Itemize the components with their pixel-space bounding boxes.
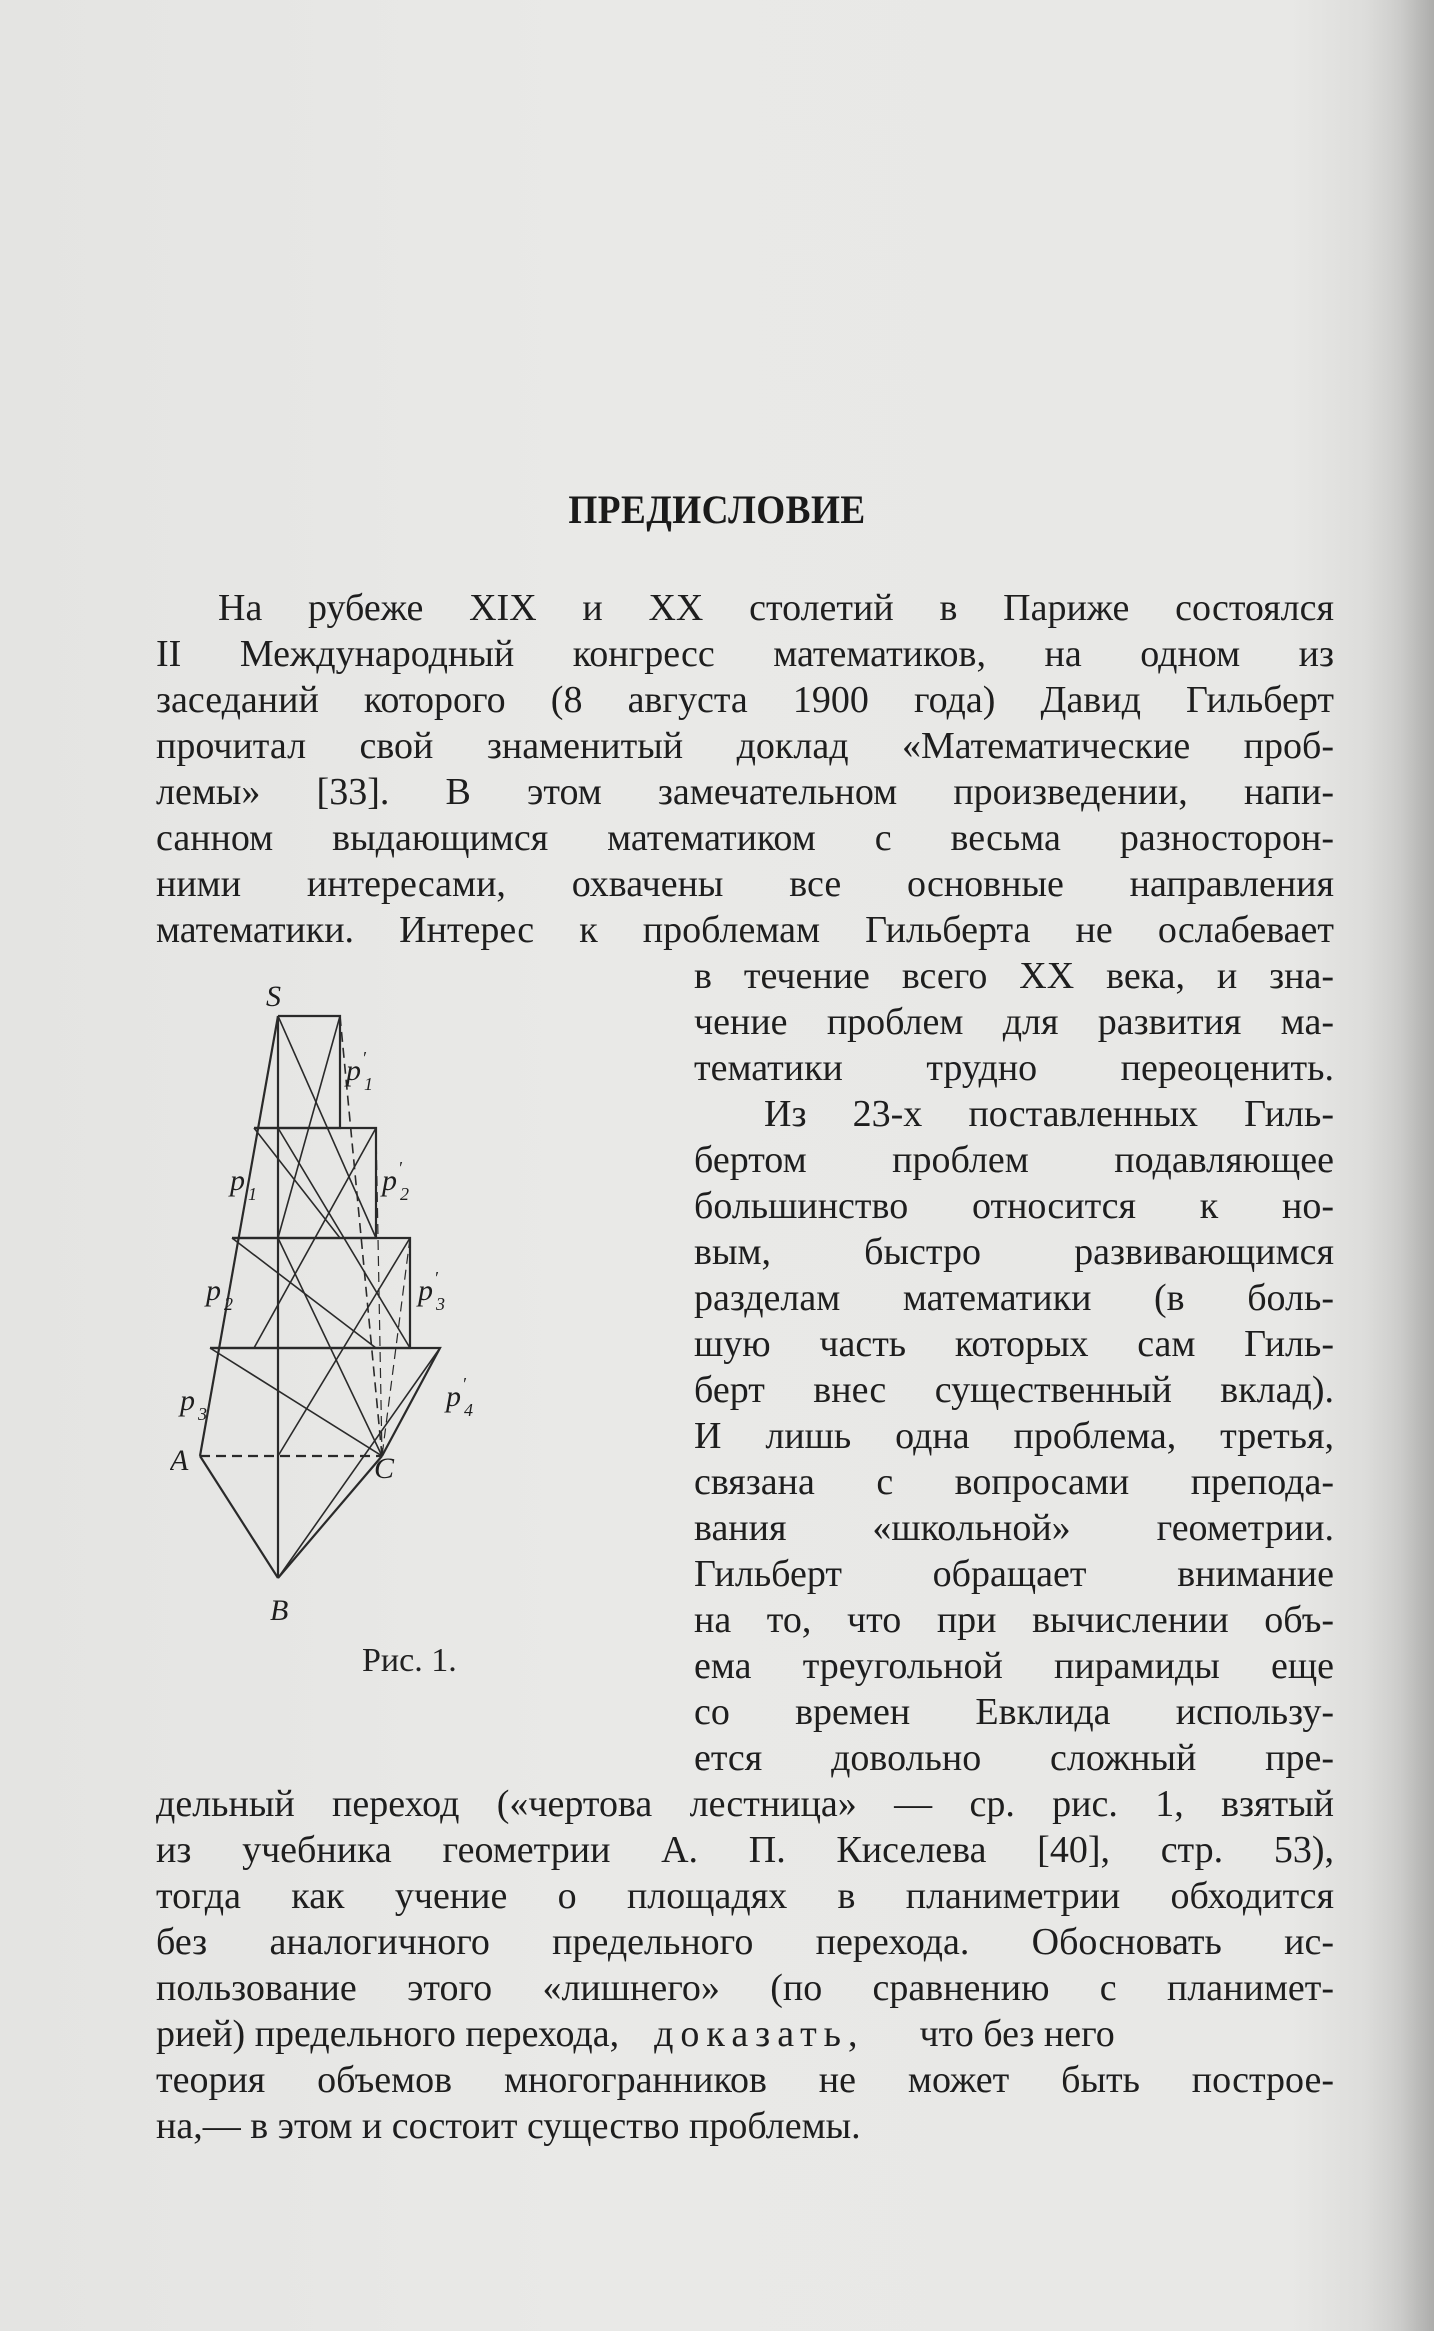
text-line: разделам математики (в боль- [694,1277,1334,1319]
label-p1: p [230,1164,245,1197]
text-line: На рубеже XIX и XX столетий в Париже состоялся [218,587,1334,629]
label-p2-prime: p [382,1164,397,1197]
text-line: чение проблем для развития ма- [694,1001,1334,1043]
text-line [156,2011,1334,2057]
text-line: прочитал свой знаменитый доклад «Математические проб- [156,725,1334,767]
text-line: ется довольно сложный пре- [694,1737,1334,1779]
label-p2-sub: 2 [224,1294,233,1314]
label-p2: p [206,1274,221,1307]
label-p4-prime-sub: 4 [464,1400,473,1420]
label-p1-prime: p [346,1054,361,1087]
text-line: лемы» [33]. В этом замечательном произведении, напи- [156,771,1334,813]
text-line: ними интересами, охвачены все основные направления [156,863,1334,905]
text-line: большинство относится к но- [694,1185,1334,1227]
text-line: вания «школьной» геометрии. [694,1507,1334,1549]
text-fragment: что без него [919,2013,1115,2055]
label-p3-prime-mark: ′ [434,1268,438,1288]
text-line: в течение всего XX века, и зна- [694,955,1334,997]
text-line: связана с вопросами препода- [694,1461,1334,1503]
label-a: A [170,1444,189,1477]
text-line: на то, что при вычислении объ- [694,1599,1334,1641]
edge-ab [200,1456,278,1578]
text-line: заседаний которого (8 августа 1900 года) Давид Гильберт [156,679,1334,721]
text-line: вым, быстро развивающимся [694,1231,1334,1273]
label-p2-prime-sub: 2 [400,1184,409,1204]
text-line: математики. Интерес к проблемам Гильберта не ослабевает [156,909,1334,951]
label-s: S [266,980,281,1013]
edge-bc [278,1456,382,1578]
emphasized-word: доказать, [654,2013,865,2055]
page-edge-shadow [1364,0,1434,2331]
label-c: C [374,1452,395,1485]
text-line: ема треугольной пирамиды еще [694,1645,1334,1687]
text-line: тогда как учение о площадях в планиметрии обходится [156,1875,1334,1917]
text-line: на,— в этом и состоит существо проблемы. [156,2105,861,2147]
pyramid-figure [170,970,650,1650]
text-line: берт внес существенный вклад). [694,1369,1334,1411]
label-p3: p [180,1384,195,1417]
step-p2-prime [254,1128,376,1238]
figure-caption: Рис. 1. [362,1642,457,1679]
page-heading: ПРЕДИСЛОВИЕ [568,487,866,532]
text-line: пользование этого «лишнего» (по сравнению с планимет- [156,1967,1334,2009]
text-line: санном выдающимся математиком с весьма разносторон- [156,817,1334,859]
text-line: бертом проблем подавляющее [694,1139,1334,1181]
text-line: II Международный конгресс математиков, на одном из [156,633,1334,675]
text-line: И лишь одна проблема, третья, [694,1415,1334,1457]
label-b: B [270,1594,289,1627]
edge-sa [200,1016,278,1456]
step-p3-prime [232,1238,410,1348]
label-p1-prime-mark: ′ [362,1048,366,1068]
text-line: со времен Евклида использу- [694,1691,1334,1733]
text-line: дельный переход («чертова лестница» — ср. рис. 1, взятый [156,1783,1334,1825]
label-p4-prime-mark: ′ [462,1374,466,1394]
label-p3-prime-sub: 3 [436,1294,445,1314]
label-p4-prime: p [446,1380,461,1413]
text-line: Гильберт обращает внимание [694,1553,1334,1595]
label-p3-prime: p [418,1274,433,1307]
text-line: из учебника геометрии А. П. Киселева [40], стр. 53), [156,1829,1334,1871]
text-fragment: рией) предельного перехода, [156,2013,620,2055]
text-line: Из 23-х поставленных Гиль- [764,1093,1334,1135]
text-line: без аналогичного предельного перехода. Обосновать ис- [156,1921,1334,1963]
label-p1-prime-sub: 1 [364,1074,373,1094]
label-p3-sub: 3 [198,1404,207,1424]
step-p4-prime [210,1348,440,1456]
label-p2-prime-mark: ′ [398,1158,402,1178]
text-line: шую часть которых сам Гиль- [694,1323,1334,1365]
label-p1-sub: 1 [248,1184,257,1204]
text-line: тематики трудно переоценить. [694,1047,1334,1089]
text-line: теория объемов многогранников не может быть построе- [156,2059,1334,2101]
step-p1-prime [278,1016,340,1128]
